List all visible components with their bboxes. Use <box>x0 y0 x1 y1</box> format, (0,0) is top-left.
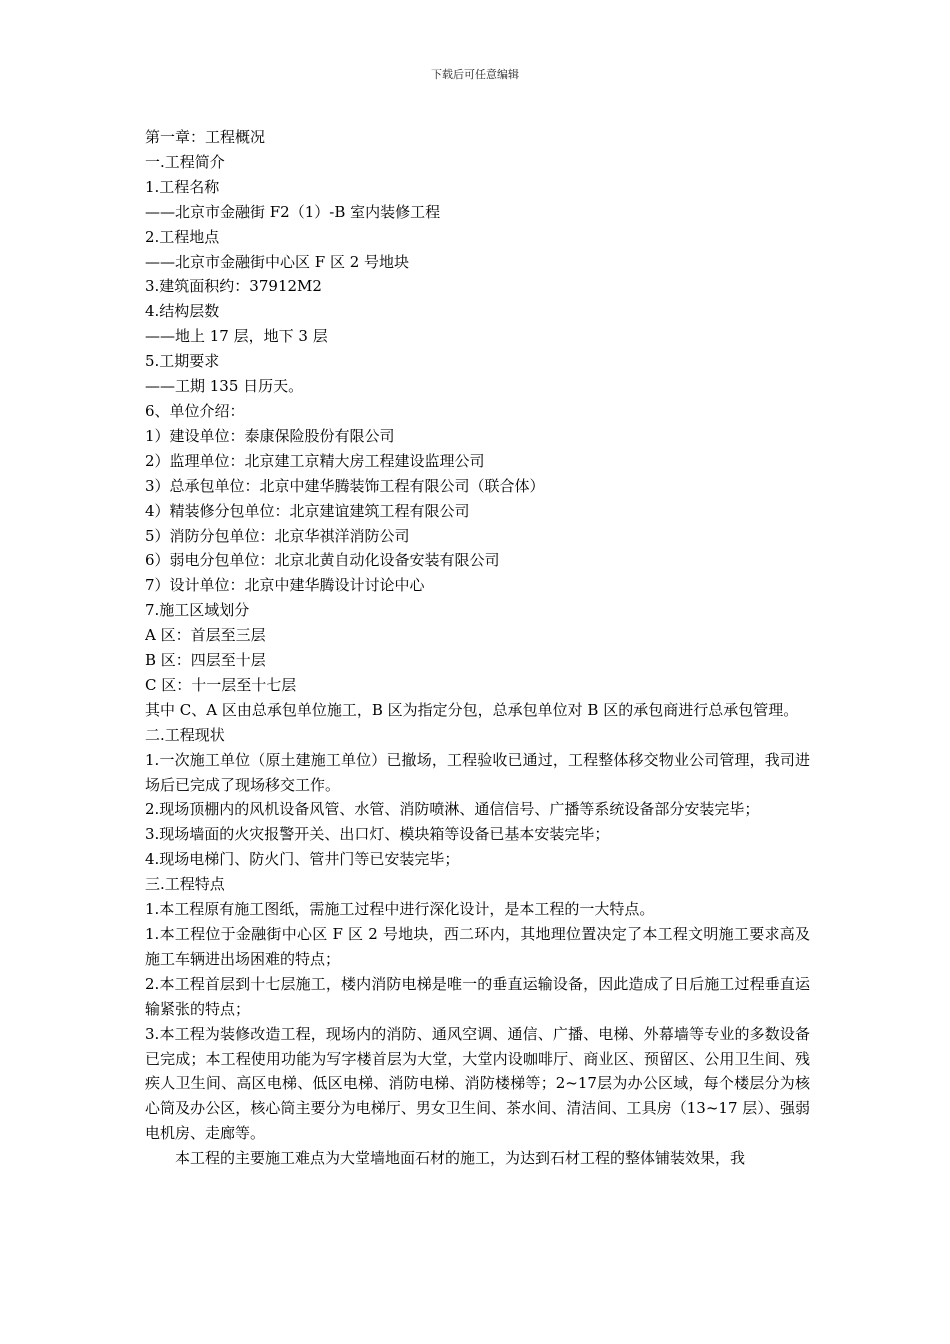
text-paragraph: 3.本工程为装修改造工程，现场内的消防、通风空调、通信、广播、电梯、外幕墙等专业的多数设备已完成；本工程使用功能为写字楼首层为大堂，大堂内设咖啡厅、商业区、预留区、公用卫生间、残疾人卫生间、高区电梯、低区电梯、消防电梯、消防楼梯等；2~17层为办公区域，每个楼层分为核心筒及办公区，核心筒主要分为电梯厅、男女卫生间、茶水间、清洁间、工具房（13~17 层）、强弱电机房、走廊等。 <box>145 1024 810 1143</box>
text-line: 三.工程特点 <box>145 875 225 894</box>
text-line: A 区：首层至三层 <box>145 626 266 645</box>
text-line: ——地上 17 层，地下 3 层 <box>145 327 328 346</box>
text-line: 6、单位介绍： <box>145 401 245 420</box>
page-header: 下载后可任意编辑 <box>431 68 519 81</box>
text-line: 6）弱电分包单位：北京北黄自动化设备安装有限公司 <box>145 551 500 570</box>
text-line: 2）监理单位：北京建工京精大房工程建设监理公司 <box>145 451 485 470</box>
text-paragraph: 1.本工程位于金融街中心区 F 区 2 号地块，西二环内，其地理位置决定了本工程文明施工要求高及施工车辆进出场困难的特点； <box>145 925 810 968</box>
text-line: B 区：四层至十层 <box>145 651 266 670</box>
text-line: 2.工程地点 <box>145 227 220 246</box>
text-paragraph: 2.本工程首层到十七层施工，楼内消防电梯是唯一的垂直运输设备，因此造成了日后施工过程垂直运输紧张的特点； <box>145 974 810 1018</box>
text-line: 5）消防分包单位：北京华祺洋消防公司 <box>145 526 410 545</box>
text-line: 5.工期要求 <box>145 352 220 371</box>
document-body <box>145 125 810 1171</box>
text-line: ——工期 135 日历天。 <box>145 377 304 396</box>
text-paragraph: 本工程的主要施工难点为大堂墙地面石材的施工，为达到石材工程的整体铺装效果，我 <box>175 1149 746 1168</box>
text-line: 7）设计单位：北京中建华腾设计讨论中心 <box>145 576 425 595</box>
text-line: ——北京市金融街 F2（1）-B 室内装修工程 <box>145 202 441 221</box>
text-line: 1）建设单位：泰康保险股份有限公司 <box>145 426 395 445</box>
text-line: 第一章：工程概况 <box>145 128 266 146</box>
text-line: 1.本工程原有施工图纸，需施工过程中进行深化设计，是本工程的一大特点。 <box>145 900 655 919</box>
text-line: 1.工程名称 <box>145 177 220 196</box>
text-line: 4.结构层数 <box>145 302 220 321</box>
text-line: 7.施工区域划分 <box>145 601 250 620</box>
text-line: ——北京市金融街中心区 F 区 2 号地块 <box>145 252 410 271</box>
text-line: 4.现场电梯门、防火门、管井门等已安装完毕； <box>145 850 460 869</box>
text-line: 3.现场墙面的火灾报警开关、出口灯、模块箱等设备已基本安装完毕； <box>145 825 610 844</box>
text-line: 一.工程简介 <box>145 152 225 171</box>
text-line: 3）总承包单位：北京中建华腾装饰工程有限公司（联合体） <box>145 476 545 495</box>
text-line: 4）精装修分包单位：北京建谊建筑工程有限公司 <box>145 501 470 520</box>
text-line: C 区：十一层至十七层 <box>145 675 297 694</box>
text-line: 二.工程现状 <box>145 725 225 744</box>
text-paragraph: 2.现场顶棚内的风机设备风管、水管、消防喷淋、通信信号、广播等系统设备部分安装完毕； <box>145 800 760 819</box>
text-paragraph: 1.一次施工单位（原土建施工单位）已撤场，工程验收已通过，工程整体移交物业公司管理，我司进场后已完成了现场移交工作。 <box>145 750 810 794</box>
text-paragraph: 其中 C、A 区由总承包单位施工，B 区为指定分包，总承包单位对 B 区的承包商进行总承包管理。 <box>145 700 799 719</box>
text-line: 3.建筑面积约：37912M2 <box>145 277 322 296</box>
